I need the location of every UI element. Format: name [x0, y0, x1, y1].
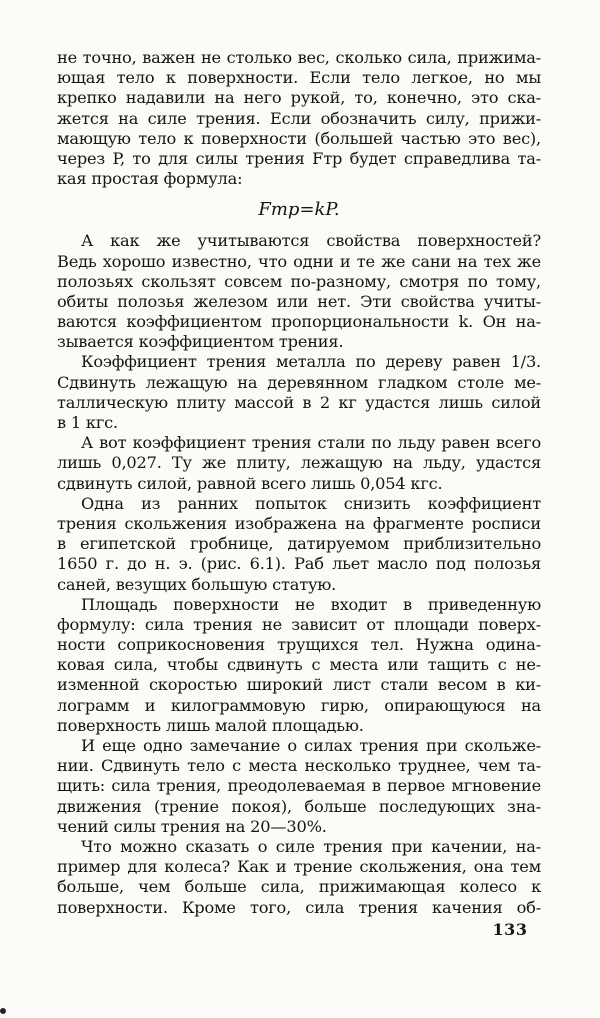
text-line: щить: сила трения, преодолеваемая в первое мгновение — [57, 776, 541, 796]
text-line: лишь 0,027. Ту же плиту, лежащую на льду, удастся — [57, 453, 541, 473]
text-line: поверхность лишь малой площадью. — [57, 715, 364, 735]
text-line: в египетской гробнице, датируемом приблизительно — [57, 534, 541, 554]
text-line: движения (трение покоя), больше последующих зна- — [57, 796, 541, 816]
text-line: жется на силе трения. Если обозначить силу, прижи- — [57, 108, 541, 128]
paragraph-start-line: Что можно сказать о силе трения при качении, на- — [81, 836, 541, 856]
paragraph-start-line: Площадь поверхности не входит в приведенную — [81, 594, 541, 614]
friction-formula: Fтр=kP. — [258, 199, 340, 221]
text-line: не точно, важен не столько вес, сколько сила, прижима- — [57, 48, 541, 67]
paragraph-start-line: А как же учитываются свойства поверхностей? — [81, 231, 541, 251]
text-line: мающую тело к поверхности (большей частью это вес), — [57, 128, 541, 148]
text-line: Сдвинуть лежащую на деревянном гладком столе ме- — [57, 372, 541, 392]
text-line: 1650 г. до н. э. (рис. 6.1). Раб льет масло под полозья — [57, 554, 541, 574]
paragraph-start-line: Коэффициент трения металла по дереву равен 1/3. — [81, 352, 541, 372]
page-number: 133 — [492, 920, 528, 939]
text-line: крепко надавили на него рукой, то, конечно, это ска- — [57, 88, 541, 108]
text-line: поверхности. Кроме того, сила трения качения об- — [57, 897, 541, 917]
text-line: сдвинуть силой, равной всего лишь 0,054 кгс. — [57, 473, 443, 493]
scan-mark — [0, 1008, 6, 1014]
text-line: трения скольжения изображена на фрагменте росписи — [57, 513, 541, 533]
text-line: обиты полозья железом или нет. Эти свойства учиты- — [57, 291, 541, 311]
book-page-text — [57, 48, 541, 918]
text-line: кая простая формула: — [57, 169, 243, 189]
text-line: ющая тело к поверхности. Если тело легкое, но мы — [57, 68, 541, 88]
text-line: в 1 кгс. — [57, 413, 118, 432]
text-line: формулу: сила трения не зависит от площади поверх- — [57, 614, 541, 634]
text-line: ности соприкосновения трущихся тел. Нужна одина- — [57, 635, 541, 655]
text-line: изменной скоростью широкий лист стали весом в ки- — [57, 675, 541, 695]
paragraph-start-line: Одна из ранних попыток снизить коэффициент — [81, 493, 541, 513]
text-line: саней, везущих большую статую. — [57, 574, 337, 594]
text-line: через P, то для силы трения Fтр будет справедлива та- — [57, 148, 541, 168]
text-line: ваются коэффициентом пропорциональности k. Он на- — [57, 312, 541, 332]
paragraph-start-line: И еще одно замечание о силах трения при скольже- — [81, 736, 541, 755]
text-line: Ведь хорошо известно, что одни и те же сани на тех же — [57, 251, 541, 271]
text-line: ковая сила, чтобы сдвинуть с места или тащить с не- — [57, 655, 541, 675]
text-line: нии. Сдвинуть тело с места несколько труднее, чем та- — [57, 756, 541, 776]
text-line: чений силы трения на 20—30%. — [57, 816, 327, 836]
text-line: таллическую плиту массой в 2 кг удастся лишь силой — [57, 392, 541, 412]
paragraph-start-line: А вот коэффициент трения стали по льду равен всего — [81, 433, 541, 453]
text-line: больше, чем больше сила, прижимающая колесо к — [57, 877, 541, 897]
text-line: зывается коэффициентом трения. — [57, 332, 344, 352]
text-line: полозьях скользят совсем по-разному, смотря по тому, — [57, 271, 541, 291]
text-line: лограмм и килограммовую гирю, опирающуюся на — [57, 695, 541, 715]
text-line: пример для колеса? Как и трение скольжения, она тем — [57, 857, 541, 877]
